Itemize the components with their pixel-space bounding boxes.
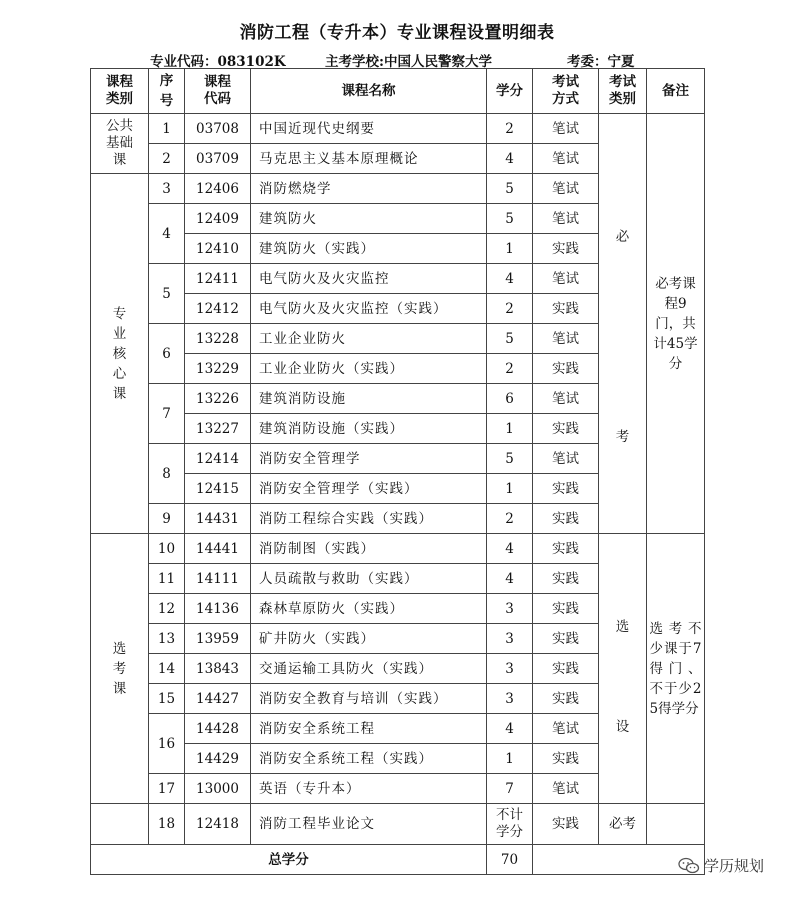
code-cell: 13229 <box>185 354 251 384</box>
name-cell: 建筑消防设施 <box>251 384 487 414</box>
header-exam-type: 考试类别 <box>599 69 647 114</box>
name-cell: 消防燃烧学 <box>251 174 487 204</box>
total-row <box>91 845 705 875</box>
seq-cell: 10 <box>149 534 185 564</box>
major-code: 专业代码：083102K <box>150 54 286 70</box>
credits-cell: 3 <box>487 684 533 714</box>
method-cell: 实践 <box>533 654 599 684</box>
code-cell: 14136 <box>185 594 251 624</box>
seq-cell: 14 <box>149 654 185 684</box>
seq-cell: 18 <box>149 804 185 845</box>
name-cell: 森林草原防火（实践） <box>251 594 487 624</box>
method-cell: 实践 <box>533 624 599 654</box>
credits-cell: 2 <box>487 354 533 384</box>
code-cell: 14429 <box>185 744 251 774</box>
code-cell: 12418 <box>185 804 251 845</box>
name-cell: 矿井防火（实践） <box>251 624 487 654</box>
name-cell: 建筑消防设施（实践） <box>251 414 487 444</box>
table-row <box>91 804 705 845</box>
seq-cell: 16 <box>149 714 185 774</box>
credits-cell: 3 <box>487 624 533 654</box>
exam-school: 主考学校:中国人民警察大学 <box>325 54 492 70</box>
exam-committee: 考委：宁夏 <box>567 54 635 70</box>
seq-cell: 7 <box>149 384 185 444</box>
name-cell: 消防工程综合实践（实践） <box>251 504 487 534</box>
seq-cell: 11 <box>149 564 185 594</box>
name-cell: 英语（专升本） <box>251 774 487 804</box>
name-cell: 消防安全管理学（实践） <box>251 474 487 504</box>
method-cell: 笔试 <box>533 774 599 804</box>
method-cell: 实践 <box>533 564 599 594</box>
seq-cell: 1 <box>149 114 185 144</box>
code-cell: 12414 <box>185 444 251 474</box>
method-cell: 实践 <box>533 354 599 384</box>
credits-cell: 不计学分 <box>487 804 533 845</box>
name-cell: 电气防火及火灾监控 <box>251 264 487 294</box>
credits-cell: 6 <box>487 384 533 414</box>
header-category: 课程类别 <box>91 69 149 114</box>
method-cell: 笔试 <box>533 174 599 204</box>
category-empty <box>91 804 149 845</box>
code-cell: 14431 <box>185 504 251 534</box>
method-cell: 实践 <box>533 234 599 264</box>
watermark-text: 学历规划 <box>703 857 764 875</box>
method-cell: 笔试 <box>533 114 599 144</box>
name-cell: 消防工程毕业论文 <box>251 804 487 845</box>
credits-cell: 2 <box>487 294 533 324</box>
code-cell: 12412 <box>185 294 251 324</box>
method-cell: 笔试 <box>533 144 599 174</box>
name-cell: 工业企业防火 <box>251 324 487 354</box>
table-row <box>91 114 705 144</box>
credits-cell: 4 <box>487 144 533 174</box>
seq-cell: 8 <box>149 444 185 504</box>
credits-cell: 2 <box>487 114 533 144</box>
credits-cell: 1 <box>487 234 533 264</box>
code-cell: 14111 <box>185 564 251 594</box>
code-cell: 12409 <box>185 204 251 234</box>
method-cell: 笔试 <box>533 714 599 744</box>
seq-cell: 13 <box>149 624 185 654</box>
method-cell: 实践 <box>533 804 599 845</box>
name-cell: 建筑防火（实践） <box>251 234 487 264</box>
credits-cell: 7 <box>487 774 533 804</box>
credits-cell: 5 <box>487 324 533 354</box>
code-cell: 12411 <box>185 264 251 294</box>
name-cell: 人员疏散与救助（实践） <box>251 564 487 594</box>
wechat-icon <box>678 857 700 875</box>
header-note: 备注 <box>647 69 705 114</box>
code-cell: 14441 <box>185 534 251 564</box>
code-cell: 12415 <box>185 474 251 504</box>
seq-cell: 15 <box>149 684 185 714</box>
code-cell: 13000 <box>185 774 251 804</box>
header-seq: 序号 <box>149 69 185 114</box>
name-cell: 工业企业防火（实践） <box>251 354 487 384</box>
name-cell: 消防安全教育与培训（实践） <box>251 684 487 714</box>
name-cell: 消防安全系统工程 <box>251 714 487 744</box>
exam-type-thesis: 必考 <box>599 804 647 845</box>
code-cell: 13227 <box>185 414 251 444</box>
name-cell: 消防制图（实践） <box>251 534 487 564</box>
method-cell: 实践 <box>533 744 599 774</box>
code-cell: 14427 <box>185 684 251 714</box>
seq-cell: 2 <box>149 144 185 174</box>
category-elective: 选考课 <box>91 534 149 804</box>
code-cell: 03709 <box>185 144 251 174</box>
name-cell: 交通运输工具防火（实践） <box>251 654 487 684</box>
note-elective: 选考不少课于7得门、不于少25得学分 <box>647 534 705 804</box>
code-cell: 14428 <box>185 714 251 744</box>
exam-type-elective: 选 设 <box>599 534 647 804</box>
credits-cell: 5 <box>487 204 533 234</box>
note-required: 必考课程9门，共计45学分 <box>647 114 705 534</box>
code-cell: 12410 <box>185 234 251 264</box>
credits-cell: 4 <box>487 714 533 744</box>
method-cell: 实践 <box>533 534 599 564</box>
method-cell: 笔试 <box>533 204 599 234</box>
credits-cell: 3 <box>487 654 533 684</box>
credits-cell: 3 <box>487 594 533 624</box>
name-cell: 马克思主义基本原理概论 <box>251 144 487 174</box>
code-cell: 12406 <box>185 174 251 204</box>
method-cell: 笔试 <box>533 324 599 354</box>
note-empty <box>647 804 705 845</box>
header-credits: 学分 <box>487 69 533 114</box>
seq-cell: 12 <box>149 594 185 624</box>
credits-cell: 5 <box>487 444 533 474</box>
seq-cell: 5 <box>149 264 185 324</box>
method-cell: 实践 <box>533 414 599 444</box>
seq-cell: 4 <box>149 204 185 264</box>
seq-cell: 17 <box>149 774 185 804</box>
method-cell: 实践 <box>533 594 599 624</box>
seq-cell: 6 <box>149 324 185 384</box>
method-cell: 实践 <box>533 684 599 714</box>
method-cell: 笔试 <box>533 384 599 414</box>
name-cell: 消防安全管理学 <box>251 444 487 474</box>
name-cell: 中国近现代史纲要 <box>251 114 487 144</box>
credits-cell: 5 <box>487 174 533 204</box>
name-cell: 消防安全系统工程（实践） <box>251 744 487 774</box>
credits-cell: 1 <box>487 474 533 504</box>
seq-cell: 3 <box>149 174 185 204</box>
exam-type-required: 必 考 <box>599 114 647 534</box>
table-header <box>91 69 705 114</box>
method-cell: 笔试 <box>533 444 599 474</box>
credits-cell: 1 <box>487 414 533 444</box>
code-cell: 13228 <box>185 324 251 354</box>
page-title: 消防工程（专升本）专业课程设置明细表 <box>239 23 555 43</box>
course-table <box>90 68 705 875</box>
header-code: 课程代码 <box>185 69 251 114</box>
credits-cell: 2 <box>487 504 533 534</box>
table-row <box>91 534 705 564</box>
total-label: 总学分 <box>91 845 487 875</box>
category-public: 公共基础课 <box>91 114 149 174</box>
watermark <box>678 855 764 876</box>
total-value: 70 <box>487 845 533 875</box>
credits-cell: 4 <box>487 534 533 564</box>
method-cell: 实践 <box>533 504 599 534</box>
method-cell: 笔试 <box>533 264 599 294</box>
code-cell: 13959 <box>185 624 251 654</box>
method-cell: 实践 <box>533 474 599 504</box>
header-method: 考试方式 <box>533 69 599 114</box>
code-cell: 13843 <box>185 654 251 684</box>
code-cell: 03708 <box>185 114 251 144</box>
name-cell: 建筑防火 <box>251 204 487 234</box>
method-cell: 实践 <box>533 294 599 324</box>
seq-cell: 9 <box>149 504 185 534</box>
name-cell: 电气防火及火灾监控（实践） <box>251 294 487 324</box>
header-name: 课程名称 <box>251 69 487 114</box>
category-core: 专业核心课 <box>91 174 149 534</box>
code-cell: 13226 <box>185 384 251 414</box>
credits-cell: 4 <box>487 264 533 294</box>
credits-cell: 1 <box>487 744 533 774</box>
credits-cell: 4 <box>487 564 533 594</box>
